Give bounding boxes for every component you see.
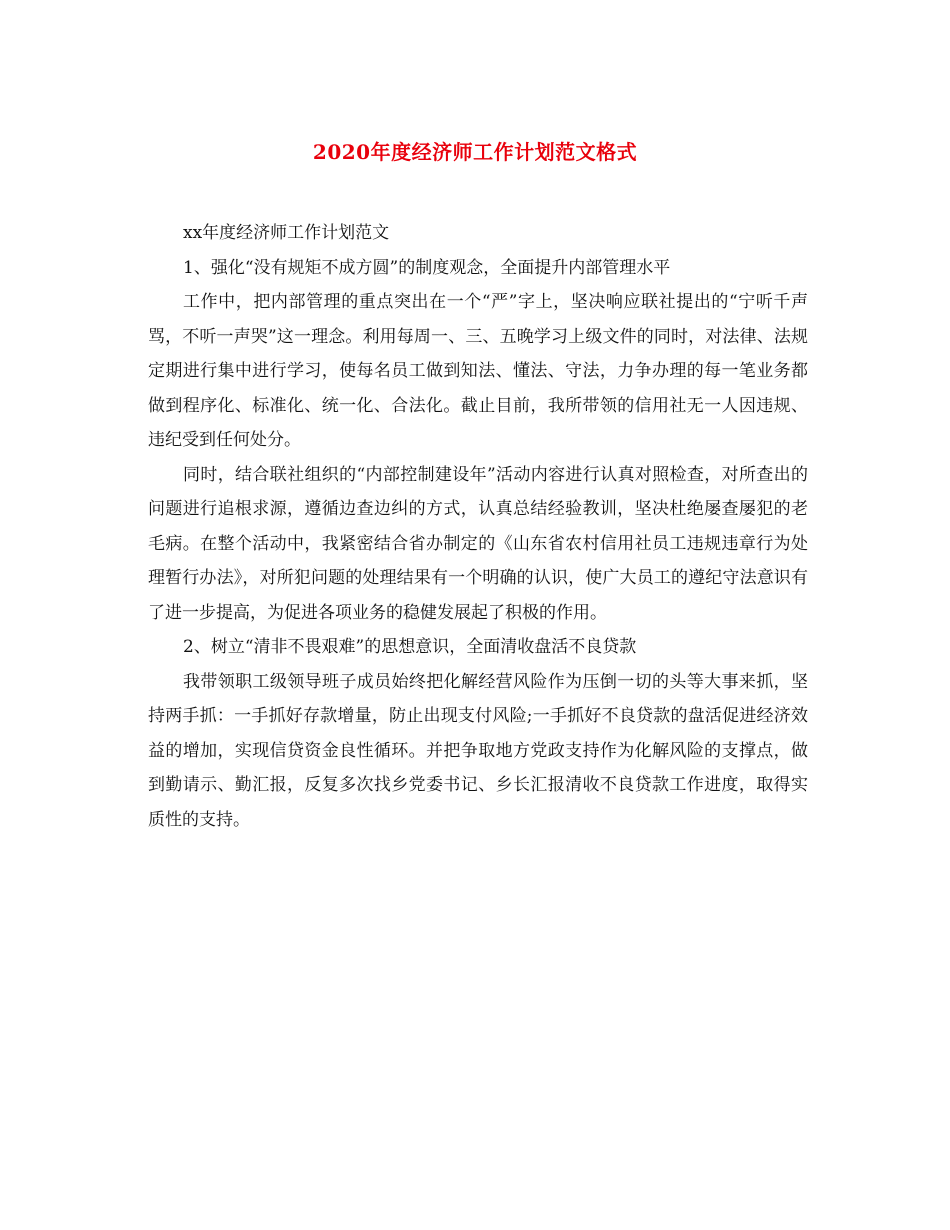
- document-title: 2020年度经济师工作计划范文格式: [312, 140, 638, 164]
- paragraph-heading-1: 1、强化“没有规矩不成方圆”的制度观念，全面提升内部管理水平: [183, 257, 671, 278]
- paragraph-heading-2: 2、树立“清非不畏艰难”的思想意识，全面清收盘活不良贷款: [183, 637, 637, 657]
- document-body: [148, 216, 808, 837]
- paragraph-subtitle: xx年度经济师工作计划范文: [183, 223, 390, 243]
- paragraph-bad-loans: 我带领职工级领导班子成员始终把化解经营风险作为压倒一切的头等大事来抓，坚持两手抓：一手抓好存款增量，防止出现支付风险;一手抓好不良贷款的盘活促进经济效益的增加，实现信贷资金良性循环。并把争取地方党政支持作为化解风险的支撑点，做到勤请示、勤汇报，反复多次找乡党委书记、乡长汇报清收不良贷款工作进度，取得实质性的支持。: [148, 671, 808, 830]
- paragraph-internal-control: 同时，结合联社组织的“内部控制建设年”活动内容进行认真对照检查，对所查出的问题进行追根求源，遵循边查边纠的方式，认真总结经验教训，坚决杜绝屡查屡犯的老毛病。在整个活动中，我紧密结合省办制定的《山东省农村信用社员工违规违章行为处理暂行办法》，对所犯问题的处理结果有一个明确的认识，使广大员工的遵纪守法意识有了进一步提高，为促进各项业务的稳健发展起了积极的作用。: [148, 464, 808, 623]
- paragraph-internal-management: 工作中，把内部管理的重点突出在一个“严”字上，坚决响应联社提出的“宁听千声骂，不听一声哭”这一理念。利用每周一、三、五晚学习上级文件的同时，对法律、法规定期进行集中进行学习，使每名员工做到知法、懂法、守法，力争办理的每一笔业务都做到程序化、标准化、统一化、合法化。截止目前，我所带领的信用社无一人因违规、违纪受到任何处分。: [148, 292, 808, 450]
